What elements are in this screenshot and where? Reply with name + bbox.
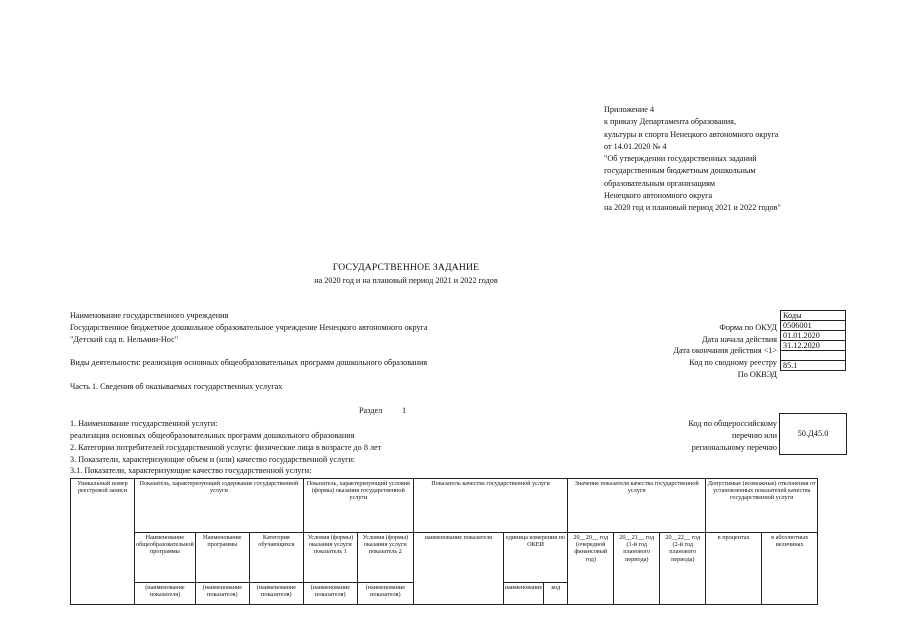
col-program-name: Наименование программы [195, 533, 249, 583]
section-number: 1 [402, 406, 407, 415]
label-okud: Форма по ОКУД [719, 323, 777, 332]
codes-table [780, 310, 846, 371]
service-item-1-value: реализация основных общеобразовательных программ дошкольного образования [70, 431, 355, 440]
label-start-date: Дата начала действия [701, 335, 777, 344]
col-percent: в процентах [706, 533, 762, 605]
code-okved: 85.1 [781, 361, 846, 371]
header-quality: Показатель качества государственной услуги [413, 479, 567, 533]
col-unit-name: наименование [503, 583, 543, 605]
col-indicator-caption: (наименование показателя) [195, 583, 249, 605]
section-label: Раздел [359, 406, 383, 415]
col-condition-2: Условия (формы) оказания услуги показатель 2 [357, 533, 413, 583]
appendix-line: "Об утверждении государственных заданий [604, 154, 757, 164]
institution-name-2: "Детский сад п. Нельмин-Нос" [70, 335, 179, 344]
code-registry [781, 351, 846, 361]
col-year-1: 20__20__ год (очередной финансовый год) [568, 533, 614, 605]
appendix-line: на 2020 год и плановый период 2021 и 2022 годов" [604, 203, 781, 213]
appendix-line: Ненецкого автономного округа [604, 191, 713, 201]
okpd-label-2: перечню или [731, 431, 777, 440]
col-unit-code: код [544, 583, 568, 605]
label-registry: Код по сводному реестру [689, 358, 777, 367]
header-values: Значение показателя качества государственной услуги [568, 479, 706, 533]
document-subtitle: на 2020 год и на плановый период 2021 и 2022 годов [314, 276, 498, 285]
institution-name-1: Государственное бюджетное дошкольное образовательное учреждение Ненецкого автономного округа [70, 323, 428, 332]
header-conditions: Показатель, характеризующий условия (формы) оказания государственной услуги [303, 479, 413, 533]
col-program: Наименование общеобразовательной программы [135, 533, 196, 583]
appendix-line: образовательным организациям [604, 178, 716, 188]
col-category: Категория обучающихся [249, 533, 303, 583]
col-absolute: в абсолютных величинах [762, 533, 818, 605]
document-title: ГОСУДАРСТВЕННОЕ ЗАДАНИЕ [332, 262, 480, 273]
header-unique-number: Уникальный номер реестровой записи [71, 479, 135, 605]
appendix-line: к приказу Департамента образования, [604, 117, 736, 127]
col-indicator-caption: (наименование показателя) [249, 583, 303, 605]
part-1-heading: Часть 1. Сведения об оказываемых государственных услугах [70, 382, 283, 391]
appendix-block [604, 104, 781, 215]
header-content: Показатель, характеризующий содержание государственной услуги [135, 479, 304, 533]
okpd-label-1: Код по общероссийскому [688, 419, 777, 428]
col-unit: единица измерения по ОКЕИ [503, 533, 567, 583]
code-start-date: 01.01.2020 [781, 331, 846, 341]
appendix-line: культуры и спорта Ненецкого автономного округа [604, 129, 779, 139]
col-indicator-caption: (наименование показателя) [135, 583, 196, 605]
institution-label: Наименование государственного учреждения [70, 311, 229, 320]
service-item-3: 3. Показатели, характеризующие объем и (или) качество государственной услуги: [70, 455, 356, 464]
code-end-date: 31.12.2020 [781, 341, 846, 351]
code-okud: 0506001 [781, 321, 846, 331]
service-item-1: 1. Наименование государственной услуги: [70, 419, 218, 428]
appendix-line: Приложение 4 [604, 105, 655, 114]
service-item-3-1: 3.1. Показатели, характеризующие качество государственной услуги: [70, 466, 312, 475]
header-deviation: Допустимые (возможные) отклонения от установленных показателей качества государственной услуги [706, 479, 818, 533]
codes-header: Коды [781, 311, 846, 321]
quality-indicators-table [70, 478, 818, 605]
okpd-code-box: 50.Д45.0 [779, 413, 847, 455]
service-item-2: 2. Категории потребителей государственной услуги: физические лица в возрасте до 8 лет [70, 443, 382, 452]
col-indicator-name: наименование показателя [413, 533, 503, 605]
label-end-date: Дата окончания действия <1> [673, 346, 777, 355]
col-year-3: 20__22__ год (2-й год планового периода) [660, 533, 706, 605]
label-okved: По ОКВЭД [737, 370, 777, 379]
okpd-label-3: региональному перечню [691, 443, 777, 452]
col-year-2: 20__21__ год (1-й год планового периода) [614, 533, 660, 605]
activity-type: Виды деятельности: реализация основных общеобразовательных программ дошкольного образования [70, 358, 428, 367]
col-indicator-caption: (наименование показателя) [303, 583, 357, 605]
appendix-line: государственным бюджетным дошкольным [604, 166, 756, 176]
appendix-line: от 14.01.2020 № 4 [604, 141, 667, 151]
col-condition-1: Условия (формы) оказания услуги показатель 1 [303, 533, 357, 583]
col-indicator-caption: (наименование показателя) [357, 583, 413, 605]
